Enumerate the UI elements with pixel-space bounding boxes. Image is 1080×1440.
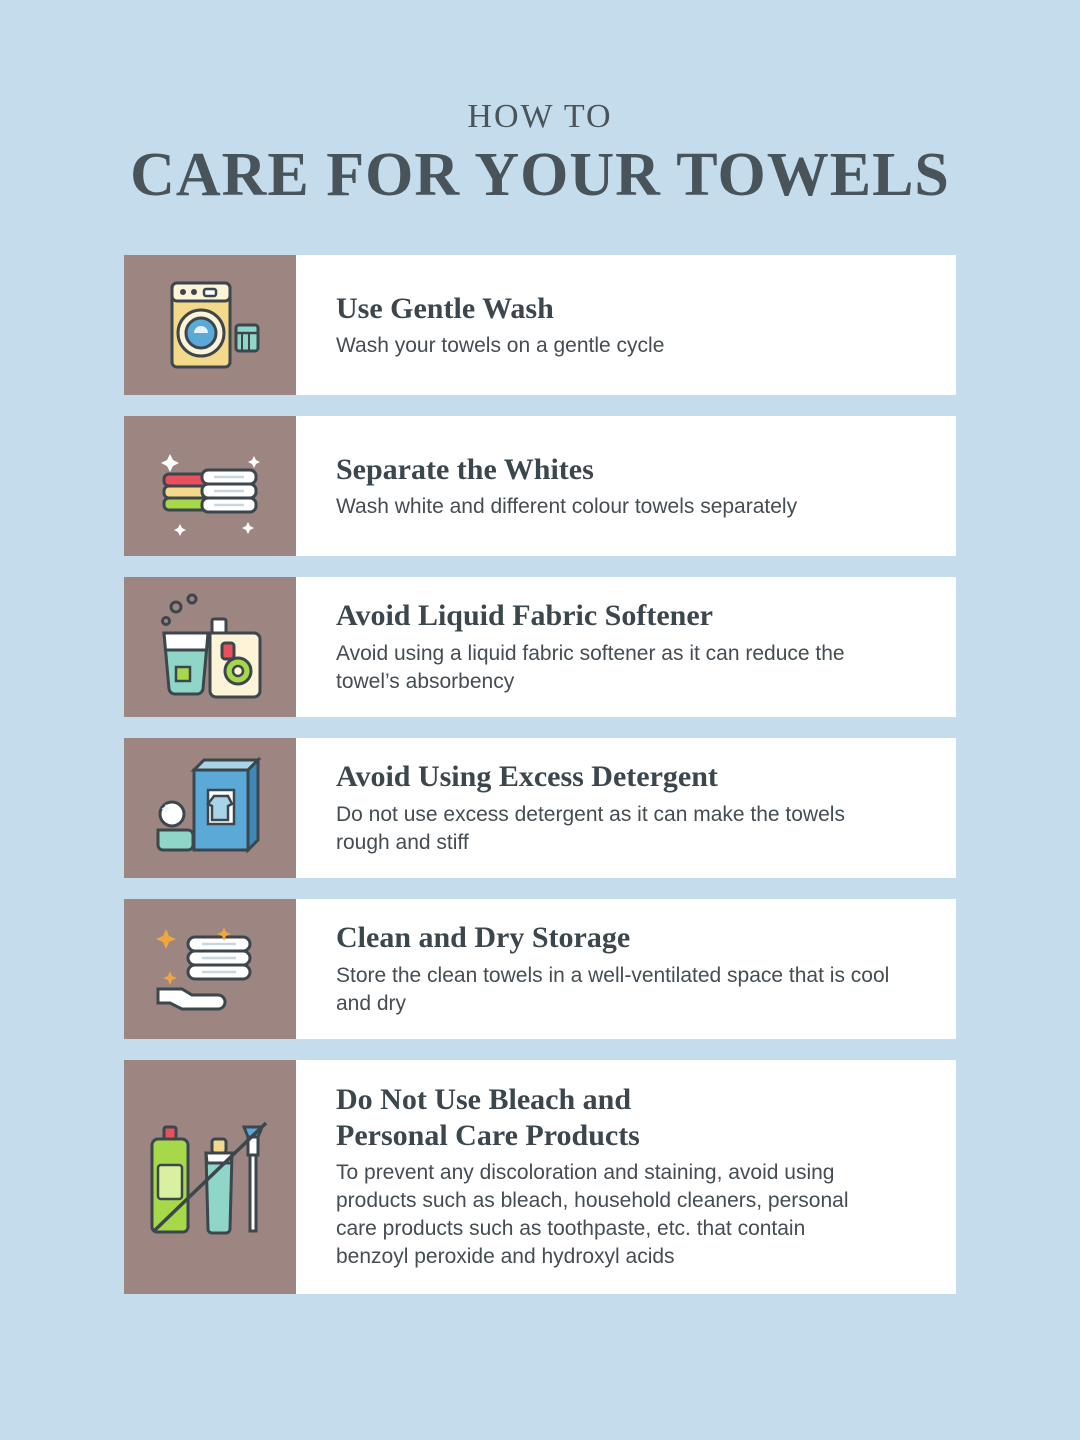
hand-holding-towels-icon	[148, 913, 272, 1025]
tip-icon-panel	[124, 416, 296, 556]
tip-icon-panel	[124, 899, 296, 1039]
tip-icon-panel	[124, 255, 296, 395]
tip-title: Separate the Whites	[336, 452, 594, 486]
list-item	[124, 577, 956, 717]
tip-title: Clean and Dry Storage	[336, 921, 631, 955]
tip-description: Do not use excess detergent as it can make the towels rough and stiff	[336, 802, 845, 854]
header-kicker: HOW TO	[467, 98, 613, 135]
tip-text	[296, 577, 956, 717]
tip-description: Store the clean towels in a well-ventilated space that is cool and dry	[336, 963, 890, 1015]
tip-description: Avoid using a liquid fabric softener as it can reduce the towel’s absorbency	[336, 641, 845, 693]
tip-text	[296, 738, 956, 878]
tip-description: Wash your towels on a gentle cycle	[336, 333, 665, 357]
list-item	[124, 416, 956, 556]
tip-icon-panel	[124, 738, 296, 878]
tip-text	[296, 899, 956, 1039]
tip-title-line-2: Personal Care Products	[336, 1118, 640, 1152]
folded-towels-stack-icon	[150, 430, 270, 542]
tip-text	[296, 1060, 956, 1293]
tip-description: To prevent any discoloration and staining, avoid using products such as bleach, household cleaners, personal care products such as toothpaste, etc. that contain benzoyl peroxide and hydroxyl acids	[336, 1161, 849, 1269]
list-item	[124, 899, 956, 1039]
tip-title: Avoid Liquid Fabric Softener	[336, 599, 713, 633]
tip-icon-panel	[124, 577, 296, 717]
page-header	[0, 0, 1080, 211]
tip-title: Use Gentle Wash	[336, 291, 554, 325]
tip-title: Avoid Using Excess Detergent	[336, 760, 718, 794]
list-item	[124, 738, 956, 878]
tip-title-line-1: Do Not Use Bleach and	[336, 1083, 632, 1117]
tip-description: Wash white and different colour towels separately	[336, 494, 798, 518]
tip-text	[296, 416, 956, 556]
detergent-box-icon	[150, 752, 270, 864]
tip-icon-panel	[124, 1060, 296, 1293]
list-item	[124, 255, 956, 395]
page-title: CARE FOR YOUR TOWELS	[130, 141, 950, 209]
list-item	[124, 1060, 956, 1293]
washing-machine-icon	[154, 269, 266, 381]
tip-text	[296, 255, 956, 395]
no-bleach-products-icon	[148, 1109, 272, 1245]
tip-title	[336, 1082, 922, 1153]
tips-list	[0, 255, 1080, 1293]
fabric-softener-bottle-icon	[150, 587, 270, 707]
